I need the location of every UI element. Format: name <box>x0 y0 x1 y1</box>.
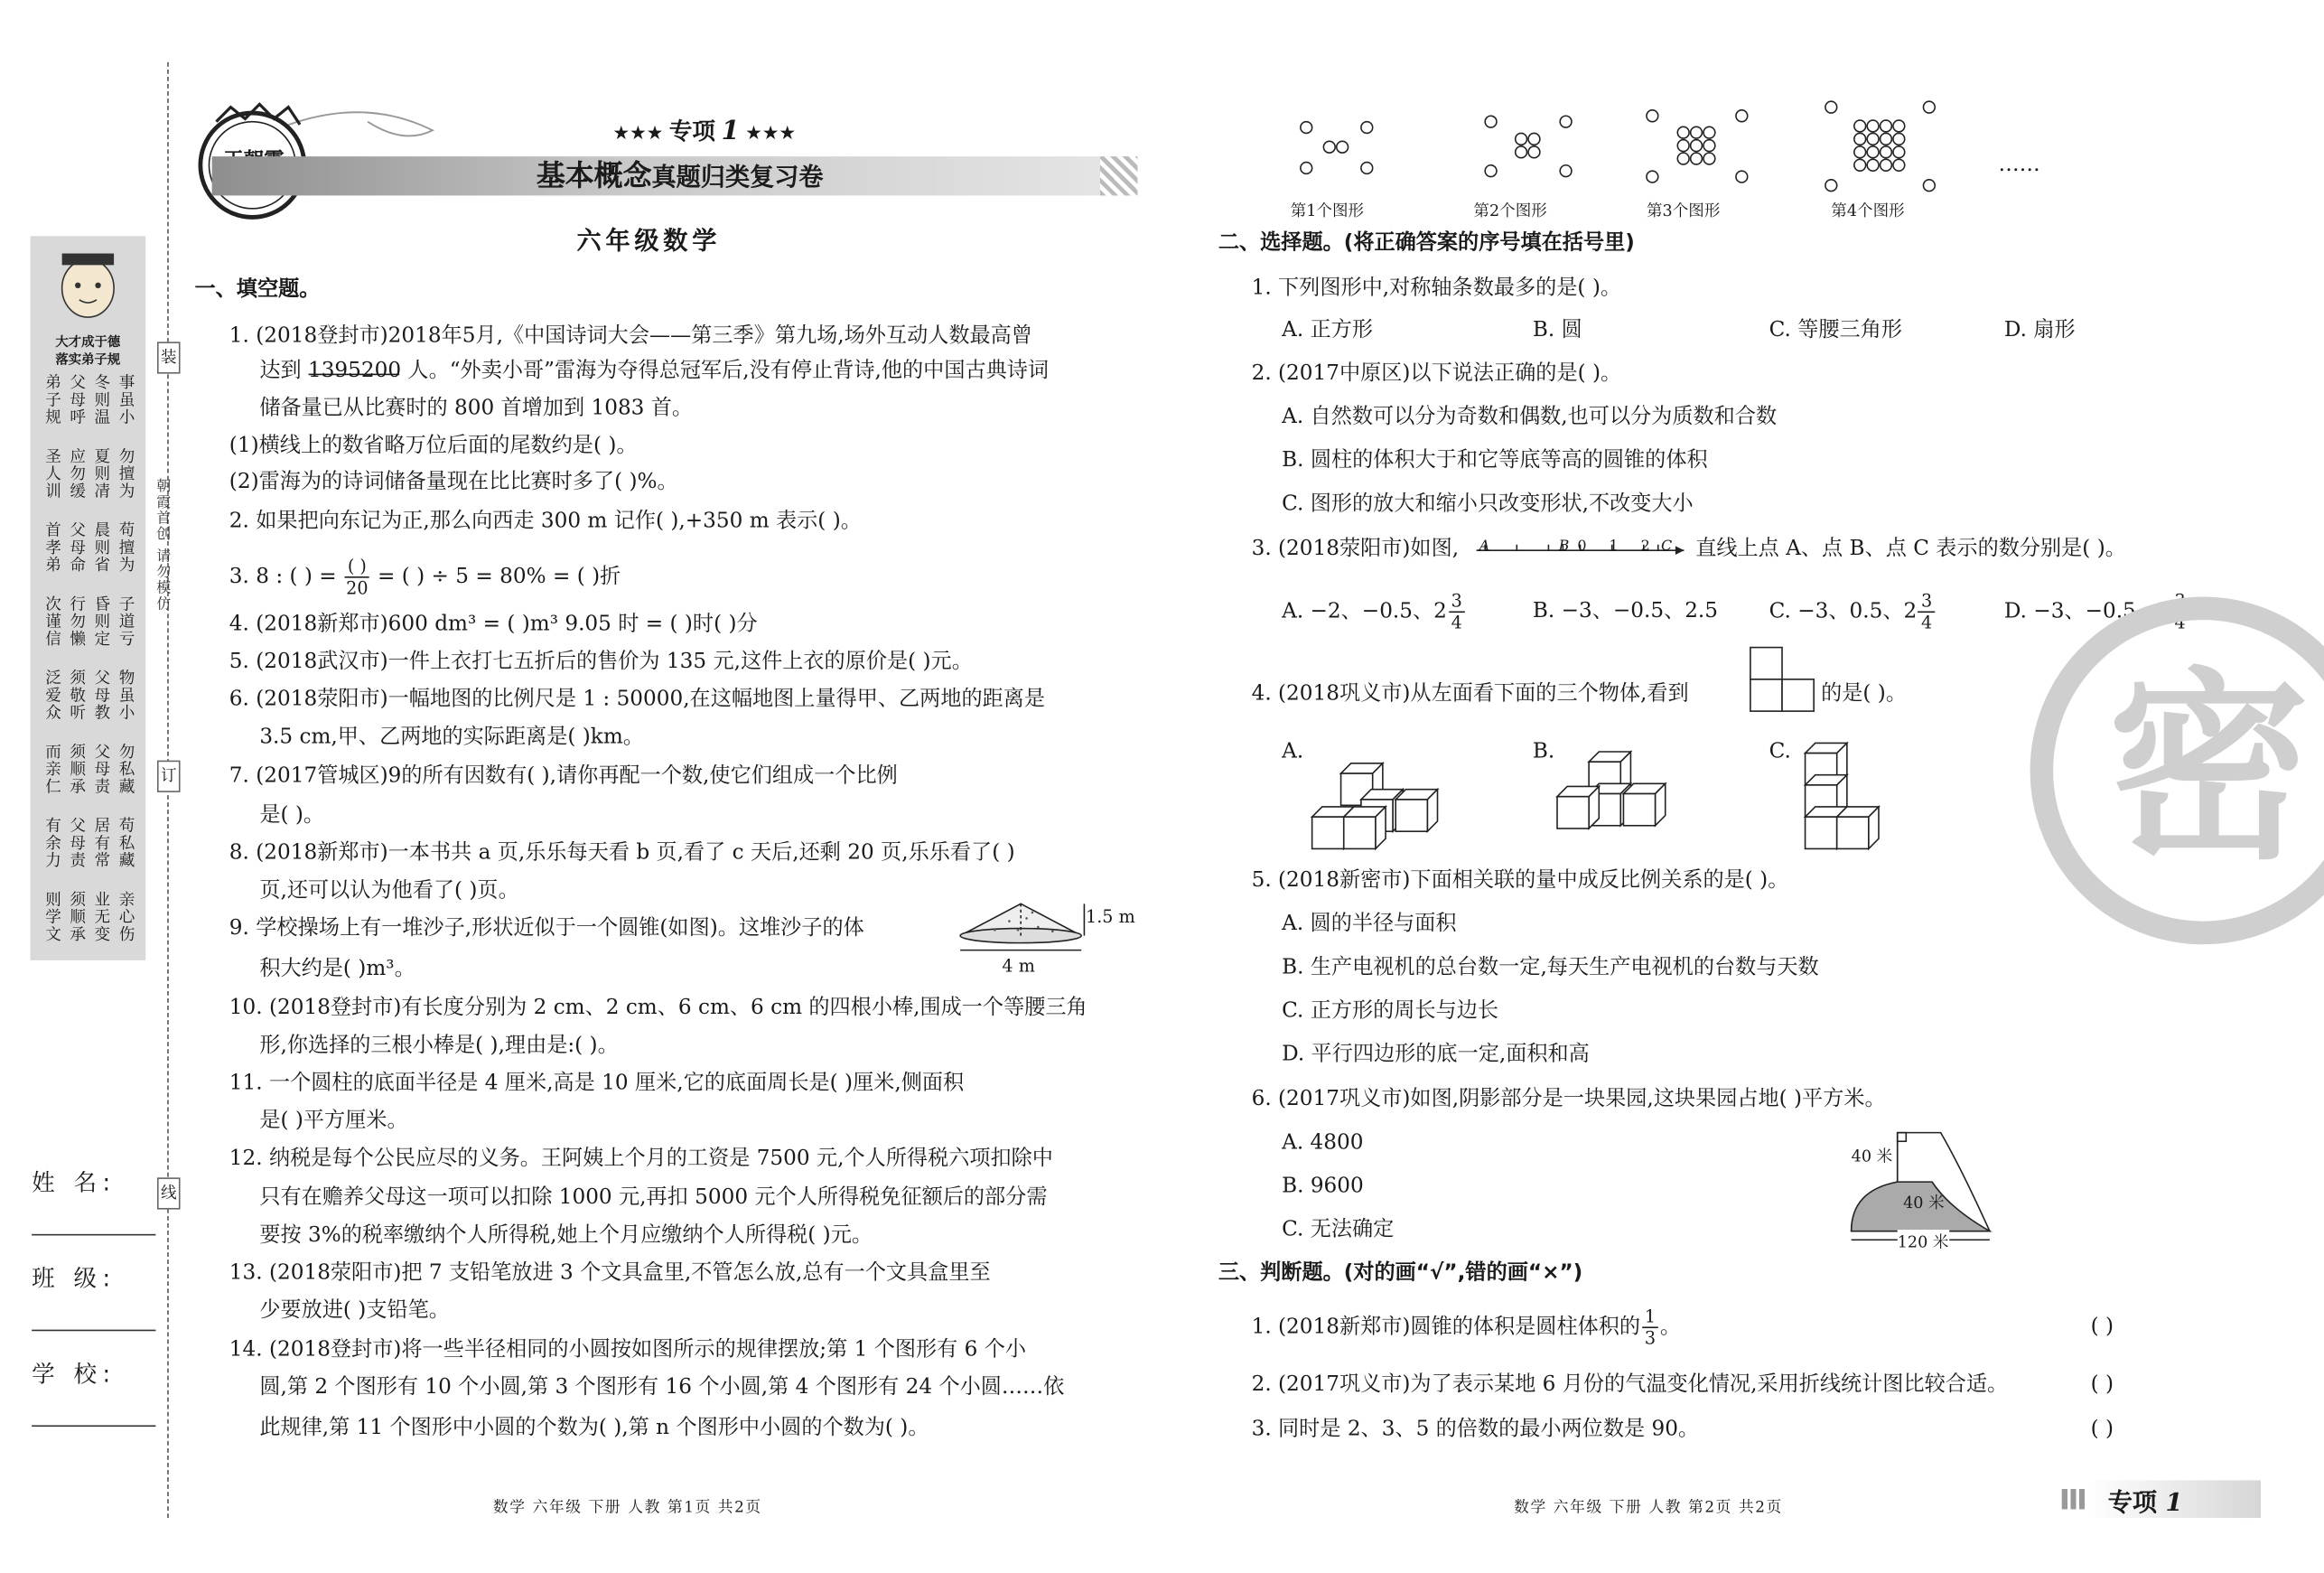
question-line: 8. (2018新郑市)一本书共 a 页,乐乐每天看 b 页,看了 c 天后,还剩 20 页,乐乐看了( ) <box>229 841 1015 866</box>
corner-circle <box>1361 163 1373 174</box>
corner-circle <box>1361 122 1373 134</box>
judge-answer-1[interactable]: ( ) <box>2090 1315 2114 1339</box>
q1-opt-b: B. 圆 <box>1532 318 1582 342</box>
q5-opt-d: D. 平行四边形的底一定,面积和高 <box>1282 1043 1590 1066</box>
small-circle <box>1893 146 1905 158</box>
small-circle <box>1703 126 1715 138</box>
class-field-line[interactable] <box>32 1330 155 1332</box>
axis-label-b: B <box>1558 538 1570 555</box>
judge-answer-3[interactable]: ( ) <box>2090 1418 2114 1442</box>
q3-opt-c-frac <box>1918 591 1936 632</box>
choice-q2: 2. (2017中原区)以下说法正确的是( )。 <box>1251 361 1622 386</box>
corner-circle <box>1647 171 1658 183</box>
section-fill-blank: 一、填空题。 <box>194 277 321 302</box>
motto-column: 父母呼 <box>68 373 87 426</box>
q4-opt-a: A. <box>1282 740 1304 763</box>
fig-label-3: 第3个图形 <box>1646 201 1721 220</box>
question-line: 是( )。 <box>259 803 325 828</box>
frac-num: 1 <box>1642 1306 1659 1328</box>
choice-q3-post: 直线上点 A、点 B、点 C 表示的数分别是( )。 <box>1695 537 2126 561</box>
side-note: 朝霞首创 请勿模仿 <box>153 478 169 612</box>
small-circle <box>1703 153 1715 164</box>
q3-opt-a-frac <box>1448 591 1465 632</box>
motto-columns <box>34 374 141 953</box>
question-line: 9. 学校操场上有一堆沙子,形状近似于一个圆锥(如图)。这堆沙子的体 <box>229 916 864 941</box>
q3-part-a: 3. 8 : ( ) = <box>229 566 337 589</box>
motto-column: 子道亏 <box>117 595 136 648</box>
corner-circle <box>1485 116 1497 127</box>
corner-circle <box>1736 110 1748 122</box>
choice-q4-pre: 4. (2018巩义市)从左面看下面的三个物体,看到 <box>1251 682 1689 706</box>
small-circle <box>1691 126 1703 138</box>
q6-opt-b: B. 9600 <box>1282 1175 1364 1198</box>
choice-q3-pre: 3. (2018荥阳市)如图, <box>1251 537 1460 561</box>
small-circle <box>1881 133 1892 145</box>
motto-column: 应勿缓 <box>68 447 87 501</box>
subtitle: 六年级数学 <box>576 227 722 257</box>
question-line: 页,还可以认为他看了( )页。 <box>259 879 519 903</box>
small-circle <box>1337 141 1349 153</box>
circle-figure-1 <box>1301 122 1373 174</box>
small-circle <box>1893 133 1905 145</box>
q4-opt-c: C. <box>1769 740 1791 763</box>
motto-line-2: 落实弟子规 <box>55 353 121 369</box>
choice-q6: 6. (2017巩义市)如图,阴影部分是一块果园,这块果园占地( )平方米。 <box>1251 1087 1886 1111</box>
circle-figure-4 <box>1825 101 1935 191</box>
cube <box>1623 783 1665 825</box>
title-stars-row <box>612 113 796 146</box>
cube <box>1837 807 1879 848</box>
corner-label-num: 1 <box>2165 1488 2183 1519</box>
small-circle <box>1867 159 1879 171</box>
motto-column: 事虽小 <box>117 373 136 426</box>
motto-column: 昏则定 <box>92 595 111 648</box>
corner-circle <box>1647 110 1658 122</box>
motto-column: 居有常 <box>92 817 111 869</box>
motto-column: 须顺承 <box>68 890 87 943</box>
small-circle <box>1881 146 1892 158</box>
corner-pattern <box>2062 1489 2086 1509</box>
small-circle <box>1854 146 1866 158</box>
small-circle <box>1881 120 1892 132</box>
motto-column: 次谨信 <box>42 595 62 648</box>
footer-left: 数学 六年级 下册 人教 第1页 共2页 <box>492 1499 762 1517</box>
question-line: 12. 纳税是每个公民应尽的义务。王阿姨上个月的工资是 7500 元,个人所得税六项扣除中 <box>229 1147 1053 1171</box>
axis-label-1: 1 <box>1609 538 1619 555</box>
small-circle <box>1691 140 1703 152</box>
small-circle <box>1703 140 1715 152</box>
circle-figure-3 <box>1647 110 1748 183</box>
motto-column: 苟擅为 <box>117 521 136 574</box>
q4-opt-b: B. <box>1532 740 1555 763</box>
binding-mark-1: 装 <box>157 342 181 373</box>
question-line: 14. (2018登封市)将一些半径相同的小圆按如图所示的规律摆放;第 1 个图形有 6 个小 <box>229 1338 1027 1362</box>
question-line: 少要放进( )支铅笔。 <box>259 1298 450 1323</box>
corner-label <box>2108 1482 2183 1518</box>
question-line: 积大约是( )m³。 <box>259 957 415 981</box>
motto-sidebar <box>31 236 146 960</box>
frac-den: 4 <box>1921 613 1933 633</box>
question-line: 储备量已从比赛时的 800 首增加到 1083 首。 <box>259 397 694 420</box>
cube <box>1395 790 1437 831</box>
corner-circle <box>1485 165 1497 177</box>
series-label: 专项 <box>668 117 715 145</box>
section-judge: 三、判断题。(对的画“√”,错的画“×”) <box>1218 1261 1583 1285</box>
small-circle <box>1854 133 1866 145</box>
axis-label-0: 0 <box>1577 538 1587 555</box>
q3-part-b: = ( ) ÷ 5 = 80% = ( )折 <box>378 566 621 589</box>
fig-label-4: 第4个图形 <box>1831 201 1905 220</box>
cube <box>1344 807 1386 848</box>
q3-opt-c <box>1769 591 1937 632</box>
motto-column: 则学文 <box>42 890 62 943</box>
binding-mark-2: 订 <box>157 761 181 792</box>
q3-opt-c-text: C. −3、0.5、2 <box>1769 600 1918 624</box>
small-circle <box>1677 126 1689 138</box>
j1-end: 。 <box>1659 1316 1681 1340</box>
scholar-cartoon-icon <box>31 245 146 332</box>
question-line: 此规律,第 11 个图形中小圆的个数为( ),第 n 个图形中小圆的个数为( )。 <box>259 1416 929 1440</box>
question-line: 要按 3%的税率缴纳个人所得税,她上个月应缴纳个人所得税( )元。 <box>259 1223 873 1248</box>
orchard-label-base: 120 米 <box>1898 1230 1949 1253</box>
cube-figure-b <box>1554 747 1699 866</box>
small-circle <box>1854 120 1866 132</box>
corner-circle <box>1825 180 1837 192</box>
q3-fraction <box>345 557 369 598</box>
motto-column: 亲心伤 <box>117 890 136 943</box>
frac-num: 3 <box>2171 591 2189 613</box>
corner-circle <box>1560 116 1572 127</box>
question-line: 10. (2018登封市)有长度分别为 2 cm、2 cm、6 cm、6 cm 的四根小棒,围成一个等腰三角 <box>229 996 1087 1020</box>
q1-opt-a: A. 正方形 <box>1282 318 1374 342</box>
orchard-label-inner: 40 米 <box>1903 1193 1945 1213</box>
small-circle <box>1516 133 1527 145</box>
small-circle <box>1893 159 1905 171</box>
name-field-line[interactable] <box>32 1234 155 1236</box>
motto-column: 父母命 <box>68 521 87 574</box>
q3-opt-b: B. −3、−0.5、2.5 <box>1532 599 1719 623</box>
frac-num: 3 <box>1918 591 1936 613</box>
school-field-label: 学 校: <box>32 1360 117 1388</box>
cube-figure-a <box>1309 747 1453 866</box>
stars-right: ★★★ <box>745 123 797 145</box>
q6-opt-c: C. 无法确定 <box>1282 1218 1395 1241</box>
small-circle <box>1854 159 1866 171</box>
question-line: 3.5 cm,甲、乙两地的实际距离是( )km。 <box>259 726 644 749</box>
q5-opt-b: B. 生产电视机的总台数一定,每天生产电视机的台数与天数 <box>1282 956 1819 979</box>
motto-column: 物虽小 <box>117 669 136 722</box>
motto-line-1: 大才成于德 <box>55 335 121 351</box>
small-circle <box>1867 120 1879 132</box>
axis-label-2: 2 <box>1640 538 1650 555</box>
question-line: 2. 如果把向东记为正,那么向西走 300 m 记作( ),+350 m 表示( )。 <box>229 510 862 533</box>
question-line: 只有在赡养父母这一项可以扣除 1000 元,再扣 5000 元个人所得税免征额后的部分需 <box>259 1185 1048 1210</box>
question-3-line <box>229 557 621 598</box>
motto-column: 业无变 <box>92 890 111 943</box>
corner-circle <box>1301 163 1312 174</box>
corner-circle <box>1923 101 1935 113</box>
choice-q4-post: 的是( )。 <box>1821 682 1908 706</box>
motto-column: 须敬听 <box>68 669 87 722</box>
question-line: 形,你选择的三根小棒是( ),理由是:( )。 <box>259 1034 619 1058</box>
motto-column: 有余力 <box>42 817 62 869</box>
cube <box>1557 786 1599 828</box>
motto-column: 行勿懒 <box>68 595 87 648</box>
frac-den: 4 <box>2174 613 2186 633</box>
j1-text: 1. (2018新郑市)圆锥的体积是圆柱体积的 <box>1251 1316 1641 1340</box>
motto-column: 而亲仁 <box>42 743 62 796</box>
q2-opt-b: B. 圆柱的体积大于和它等底等高的圆锥的体积 <box>1282 448 1708 473</box>
section-choice: 二、选择题。(将正确答案的序号填在括号里) <box>1218 231 1635 256</box>
cube-figure-c <box>1797 739 1941 857</box>
left-view-figure <box>1749 646 1818 718</box>
q5-opt-c: C. 正方形的周长与边长 <box>1282 999 1499 1023</box>
question-line: 是( )平方厘米。 <box>259 1109 408 1133</box>
fig-ellipsis: …… <box>1998 153 2040 177</box>
q3-frac-num: ( ) <box>345 557 369 578</box>
frac-den: 3 <box>1644 1328 1657 1349</box>
judge-q3: 3. 同时是 2、3、5 的倍数的最小两位数是 90。 <box>1251 1418 1700 1442</box>
question-line: 圆,第 2 个图形有 10 个小圆,第 3 个图形有 16 个小圆,第 4 个图形有 24 个小圆……依 <box>259 1375 1065 1400</box>
binding-mark-3: 线 <box>157 1177 181 1209</box>
small-circle <box>1867 133 1879 145</box>
q3-frac-den: 20 <box>346 577 369 599</box>
j1-frac <box>1642 1306 1659 1348</box>
q3-opt-d-text: D. −3、−0.5、2 <box>2003 600 2170 624</box>
small-circle <box>1881 159 1892 171</box>
series-number: 1 <box>721 116 740 146</box>
motto-column: 夏则凊 <box>92 447 111 501</box>
small-circle <box>1528 133 1540 145</box>
orchard-label-height: 40 米 <box>1851 1147 1893 1166</box>
q3-opt-a <box>1282 591 1467 632</box>
small-circle <box>1677 140 1689 152</box>
judge-q1 <box>1252 1306 1681 1348</box>
corner-circle <box>1825 101 1837 113</box>
judge-answer-2[interactable]: ( ) <box>2090 1372 2114 1397</box>
small-circle <box>1528 146 1540 158</box>
frac-den: 4 <box>1451 613 1462 633</box>
corner-circle <box>1560 165 1572 177</box>
main-title <box>537 156 824 200</box>
cone-height-label: 1.5 m <box>1086 906 1135 927</box>
underline-1395200 <box>309 374 400 376</box>
axis-label-a: A <box>1479 538 1490 555</box>
question-line: 5. (2018武汉市)一件上衣打七五折后的售价为 135 元,这件上衣的原价是( )元。 <box>229 650 973 674</box>
q2-opt-c: C. 图形的放大和缩小只改变形状,不改变大小 <box>1282 492 1694 516</box>
motto-column: 圣人训 <box>42 447 62 501</box>
stamp-text: 密 <box>2107 651 2310 888</box>
corner-circle <box>1736 171 1748 183</box>
circle-figure-2 <box>1485 116 1572 176</box>
q2-opt-a: A. 自然数可以分为奇数和偶数,也可以分为质数和合数 <box>1282 405 1778 429</box>
motto-column: 勿私藏 <box>117 743 136 796</box>
class-field-label: 班 级: <box>32 1264 117 1292</box>
motto-column: 勿擅为 <box>117 447 136 501</box>
motto-column: 冬则温 <box>92 373 111 426</box>
question-line: (1)横线上的数省略万位后面的尾数约是( )。 <box>229 434 638 458</box>
choice-q1: 1. 下列图形中,对称轴条数最多的是( )。 <box>1251 276 1622 300</box>
main-title-rest: 真题归类复习卷 <box>651 164 824 193</box>
motto-column: 首孝弟 <box>42 521 62 574</box>
school-field-line[interactable] <box>32 1425 155 1427</box>
frac-num: 3 <box>1448 591 1465 613</box>
corner-label-text: 专项 <box>2107 1488 2158 1519</box>
q5-opt-a: A. 圆的半径与面积 <box>1282 912 1457 936</box>
motto-column: 苟私藏 <box>117 817 136 869</box>
motto-column: 父母责 <box>92 743 111 796</box>
axis-label-c: C <box>1660 538 1673 555</box>
motto-column: 父母教 <box>92 669 111 722</box>
question-line: (2)雷海为的诗词储备量现在比比赛时多了( )%。 <box>229 471 678 494</box>
question-line: 达到 1395200 人。“外卖小哥”雷海为夺得总冠军后,没有停止背诗,他的中国古典诗词 <box>259 359 1050 383</box>
q3-opt-a-text: A. −2、−0.5、2 <box>1282 600 1447 624</box>
question-line: 4. (2018新郑市)600 dm³ = ( )m³ 9.05 时 = ( )时( )分 <box>229 613 758 636</box>
corner-circle <box>1301 122 1312 134</box>
small-circle <box>1867 146 1879 158</box>
small-circle <box>1677 153 1689 164</box>
motto-column: 泛爱众 <box>42 669 62 722</box>
question-line: 6. (2018荥阳市)一幅地图的比例尺是 1 : 50000,在这幅地图上量得甲、乙两地的距离是 <box>229 688 1046 712</box>
cone-width-label: 4 m <box>1002 956 1035 977</box>
fig-label-1: 第1个图形 <box>1290 201 1365 220</box>
small-circle <box>1516 146 1527 158</box>
main-title-bold: 基本概念 <box>536 157 652 193</box>
q6-opt-a: A. 4800 <box>1282 1131 1364 1155</box>
question-line: 11. 一个圆柱的底面半径是 4 厘米,高是 10 厘米,它的底面周长是( )厘米,侧面积 <box>229 1072 965 1095</box>
fig-label-2: 第2个图形 <box>1473 201 1547 220</box>
small-circle <box>1893 120 1905 132</box>
question-line: 7. (2017管城区)9的所有因数有( ),请你再配一个数,使它们组成一个比例 <box>229 764 898 789</box>
title-band-pattern <box>1100 156 1138 195</box>
judge-q2: 2. (2017巩义市)为了表示某地 6 月份的气温变化情况,采用折线统计图比较合适。 <box>1251 1372 2009 1397</box>
motto-column: 弟子规 <box>42 373 62 426</box>
small-circle <box>1691 153 1703 164</box>
corner-circle <box>1923 180 1935 192</box>
q1-opt-d: D. 扇形 <box>2003 318 2076 342</box>
motto-column: 须顺承 <box>68 743 87 796</box>
choice-q5: 5. (2018新密市)下面相关联的量中成反比例关系的是( )。 <box>1251 868 1789 893</box>
stars-left: ★★★ <box>612 123 664 145</box>
question-line: 1. (2018登封市)2018年5月,《中国诗词大会——第三季》第九场,场外互动人数最高曾 <box>229 324 1032 348</box>
footer-right: 数学 六年级 下册 人教 第2页 共2页 <box>1514 1499 1783 1517</box>
motto-column: 父母责 <box>68 817 87 869</box>
motto-column: 晨则省 <box>92 521 111 574</box>
small-circle <box>1323 141 1335 153</box>
question-line: 13. (2018荥阳市)把 7 支铅笔放进 3 个文具盒里,不管怎么放,总有一个文具盒里至 <box>229 1261 991 1285</box>
name-field-label: 姓 名: <box>32 1168 117 1197</box>
q1-opt-c: C. 等腰三角形 <box>1769 318 1902 342</box>
